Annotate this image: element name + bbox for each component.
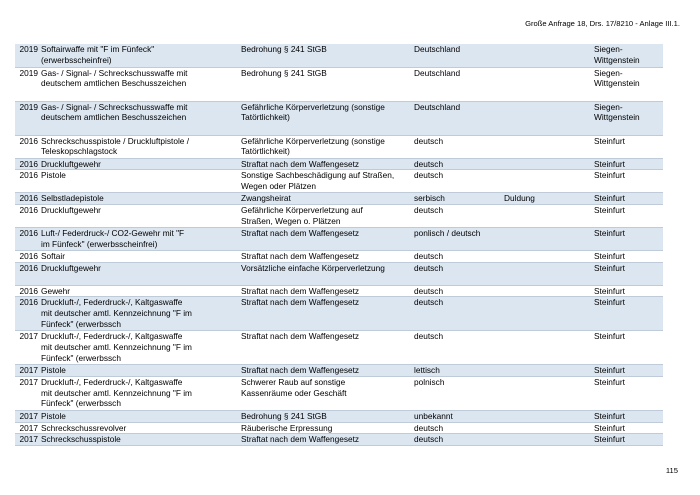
cell-weapon: Druckluftgewehr — [41, 158, 101, 169]
cell-offense: Gefährliche Körperverletzung (sonstige Tatörtlichkeit) — [241, 135, 385, 157]
cell-district: Steinfurt — [594, 193, 625, 204]
table-row — [15, 193, 663, 205]
cell-offense: Räuberische Erpressung — [241, 422, 333, 433]
cell-nationality: deutsch — [414, 170, 444, 181]
cell-status — [503, 101, 593, 135]
cell-year: 2017 — [19, 411, 38, 422]
cell-offense: Schwerer Raub auf sonstige Kassenräume oder Geschäft — [241, 377, 347, 398]
cell-status — [503, 377, 593, 411]
cell-status — [503, 365, 593, 377]
cell-status — [503, 262, 593, 285]
cell-weapon: Druckluft-/, Federdruck-/, Kaltgaswaffe mit deutscher amtl. Kennzeichnung "F im Fünfeck" (erwerbssch — [41, 377, 192, 409]
table-row — [15, 331, 663, 365]
cell-nationality: Deutschland — [414, 67, 461, 78]
cell-year: 2016 — [19, 170, 38, 181]
cell-status — [503, 331, 593, 365]
table-row — [15, 285, 663, 297]
cell-nationality: deutsch — [414, 204, 444, 215]
cell-status — [503, 285, 593, 297]
table-row — [15, 297, 663, 331]
cell-status — [503, 434, 593, 446]
cell-offense: Straftat nach dem Waffengesetz — [241, 434, 360, 445]
cell-district: Siegen-Wittgenstein — [594, 67, 640, 89]
cell-weapon: Druckluft-/, Federdruck-/, Kaltgaswaffe mit deutscher amtl. Kennzeichnung "F im Fünfeck" (erwerbssch — [41, 331, 192, 363]
cell-year: 2019 — [19, 101, 38, 112]
cell-weapon: Luft-/ Federdruck-/ CO2-Gewehr mit "F im Fünfeck" (erwerbsscheinfrei) — [41, 227, 185, 249]
cell-district: Steinfurt — [594, 135, 625, 146]
cell-offense: Straftat nach dem Waffengesetz — [241, 158, 360, 169]
cell-weapon: Softairwaffe mit "F im Fünfeck" (erwerbsscheinfrei) — [41, 44, 155, 65]
cell-status — [503, 422, 593, 434]
cell-year: 2019 — [19, 44, 38, 54]
cell-district: Steinfurt — [594, 434, 625, 445]
table-row — [15, 135, 663, 158]
cell-status — [503, 297, 593, 331]
cell-district: Steinfurt — [594, 204, 625, 215]
cell-year: 2016 — [19, 135, 38, 146]
cell-weapon: Pistole — [41, 365, 66, 376]
cell-offense: Straftat nach dem Waffengesetz — [241, 331, 360, 342]
cell-nationality: Deutschland — [414, 101, 461, 112]
cell-offense: Straftat nach dem Waffengesetz — [241, 285, 360, 296]
cell-year: 2017 — [19, 377, 38, 388]
cell-offense: Straftat nach dem Waffengesetz — [241, 250, 360, 261]
table-row — [15, 365, 663, 377]
cell-weapon: Pistole — [41, 411, 66, 422]
cell-weapon: Druckluftgewehr — [41, 204, 101, 215]
cell-offense: Sonstige Sachbeschädigung auf Straßen, Wegen oder Plätzen — [241, 170, 395, 191]
table-row — [15, 67, 663, 101]
cell-weapon: Softair — [41, 250, 65, 261]
cell-weapon: Gas- / Signal- / Schreckschusswaffe mit deutschem amtlichen Beschusszeichen — [41, 67, 188, 89]
cell-status — [503, 67, 593, 101]
cell-weapon: Pistole — [41, 170, 66, 181]
cell-status: Duldung — [504, 193, 535, 204]
table-row — [15, 204, 663, 227]
cell-offense: Straftat nach dem Waffengesetz — [241, 227, 360, 238]
cell-district: Steinfurt — [594, 297, 625, 308]
cell-offense: Bedrohung § 241 StGB — [241, 411, 327, 422]
cell-weapon: Gas- / Signal- / Schreckschusswaffe mit deutschem amtlichen Beschusszeichen — [41, 101, 188, 123]
cell-district: Steinfurt — [594, 411, 625, 422]
table-row — [15, 434, 663, 446]
table-row — [15, 411, 663, 423]
cell-weapon: Druckluft-/, Federdruck-/, Kaltgaswaffe mit deutscher amtl. Kennzeichnung "F im Fünfeck" (erwerbssch — [41, 297, 192, 329]
document-header: Große Anfrage 18, Drs. 17/8210 - Anlage III.1. — [525, 19, 680, 28]
cell-district: Siegen-Wittgenstein — [594, 44, 640, 65]
cell-year: 2017 — [19, 365, 38, 376]
table-row — [15, 262, 663, 285]
cell-status — [503, 170, 593, 193]
cell-district: Steinfurt — [594, 285, 625, 296]
cell-year: 2016 — [19, 285, 38, 296]
cell-nationality: deutsch — [414, 158, 444, 169]
cell-year: 2016 — [19, 193, 38, 204]
cell-year: 2016 — [19, 227, 38, 238]
cell-nationality: serbisch — [414, 193, 445, 204]
cell-district: Steinfurt — [594, 377, 625, 388]
cell-nationality: deutsch — [414, 262, 444, 273]
cell-year: 2016 — [19, 158, 38, 169]
cell-nationality: deutsch — [414, 135, 444, 146]
cell-offense: Bedrohung § 241 StGB — [241, 44, 327, 54]
cell-district: Steinfurt — [594, 365, 625, 376]
cell-offense: Gefährliche Körperverletzung (sonstige Tatörtlichkeit) — [241, 101, 385, 123]
cell-status — [503, 250, 593, 262]
cell-offense: Gefährliche Körperverletzung auf Straßen, Wegen o. Plätzen — [241, 204, 363, 226]
cell-status — [503, 204, 593, 227]
data-table — [15, 44, 663, 446]
cell-district: Steinfurt — [594, 262, 625, 273]
cell-weapon: Gewehr — [41, 285, 71, 296]
table-row — [15, 422, 663, 434]
cell-district: Steinfurt — [594, 158, 625, 169]
cell-nationality: ponlisch / deutsch — [414, 227, 481, 238]
cell-nationality: deutsch — [414, 285, 444, 296]
cell-offense: Vorsätzliche einfache Körperverletzung — [241, 262, 385, 273]
cell-year: 2016 — [19, 297, 38, 308]
table-row — [15, 101, 663, 135]
cell-nationality: deutsch — [414, 422, 444, 433]
table-row — [15, 250, 663, 262]
cell-district: Steinfurt — [594, 170, 625, 181]
cell-weapon: Schreckschusspistole / Druckluftpistole / Teleskopschlagstock — [41, 135, 190, 157]
cell-district: Steinfurt — [594, 422, 625, 433]
cell-nationality: deutsch — [414, 434, 444, 445]
cell-district: Siegen-Wittgenstein — [594, 101, 640, 123]
cell-offense: Straftat nach dem Waffengesetz — [241, 365, 360, 376]
cell-year: 2017 — [19, 434, 38, 445]
cell-nationality: deutsch — [414, 331, 444, 342]
cell-weapon: Schreckschusspistole — [41, 434, 121, 445]
cell-nationality: deutsch — [414, 297, 444, 308]
cell-nationality: deutsch — [414, 250, 444, 261]
cell-status — [503, 158, 593, 170]
cell-year: 2019 — [19, 67, 38, 78]
cell-district: Steinfurt — [594, 331, 625, 342]
table-row — [15, 44, 663, 67]
table-row — [15, 170, 663, 193]
cell-year: 2016 — [19, 204, 38, 215]
cell-weapon: Selbstladepistole — [41, 193, 104, 204]
cell-nationality: lettisch — [414, 365, 440, 376]
cell-offense: Zwangsheirat — [241, 193, 291, 204]
table-row — [15, 377, 663, 411]
cell-status — [503, 411, 593, 423]
cell-weapon: Schreckschussrevolver — [41, 422, 127, 433]
cell-weapon: Druckluftgewehr — [41, 262, 101, 273]
cell-year: 2016 — [19, 262, 38, 273]
cell-offense: Bedrohung § 241 StGB — [241, 67, 327, 78]
table-row — [15, 227, 663, 250]
cell-district: Steinfurt — [594, 250, 625, 261]
cell-year: 2016 — [19, 250, 38, 261]
cell-offense: Straftat nach dem Waffengesetz — [241, 297, 360, 308]
cell-district: Steinfurt — [594, 227, 625, 238]
cell-status — [503, 227, 593, 250]
cell-nationality: unbekannt — [414, 411, 453, 422]
cell-status — [503, 44, 593, 67]
cell-nationality: polnisch — [414, 377, 445, 388]
cell-status — [503, 135, 593, 158]
cell-nationality: Deutschland — [414, 44, 461, 54]
table-row — [15, 158, 663, 170]
cell-year: 2017 — [19, 422, 38, 433]
cell-year: 2017 — [19, 331, 38, 342]
page-number: 115 — [665, 466, 678, 475]
